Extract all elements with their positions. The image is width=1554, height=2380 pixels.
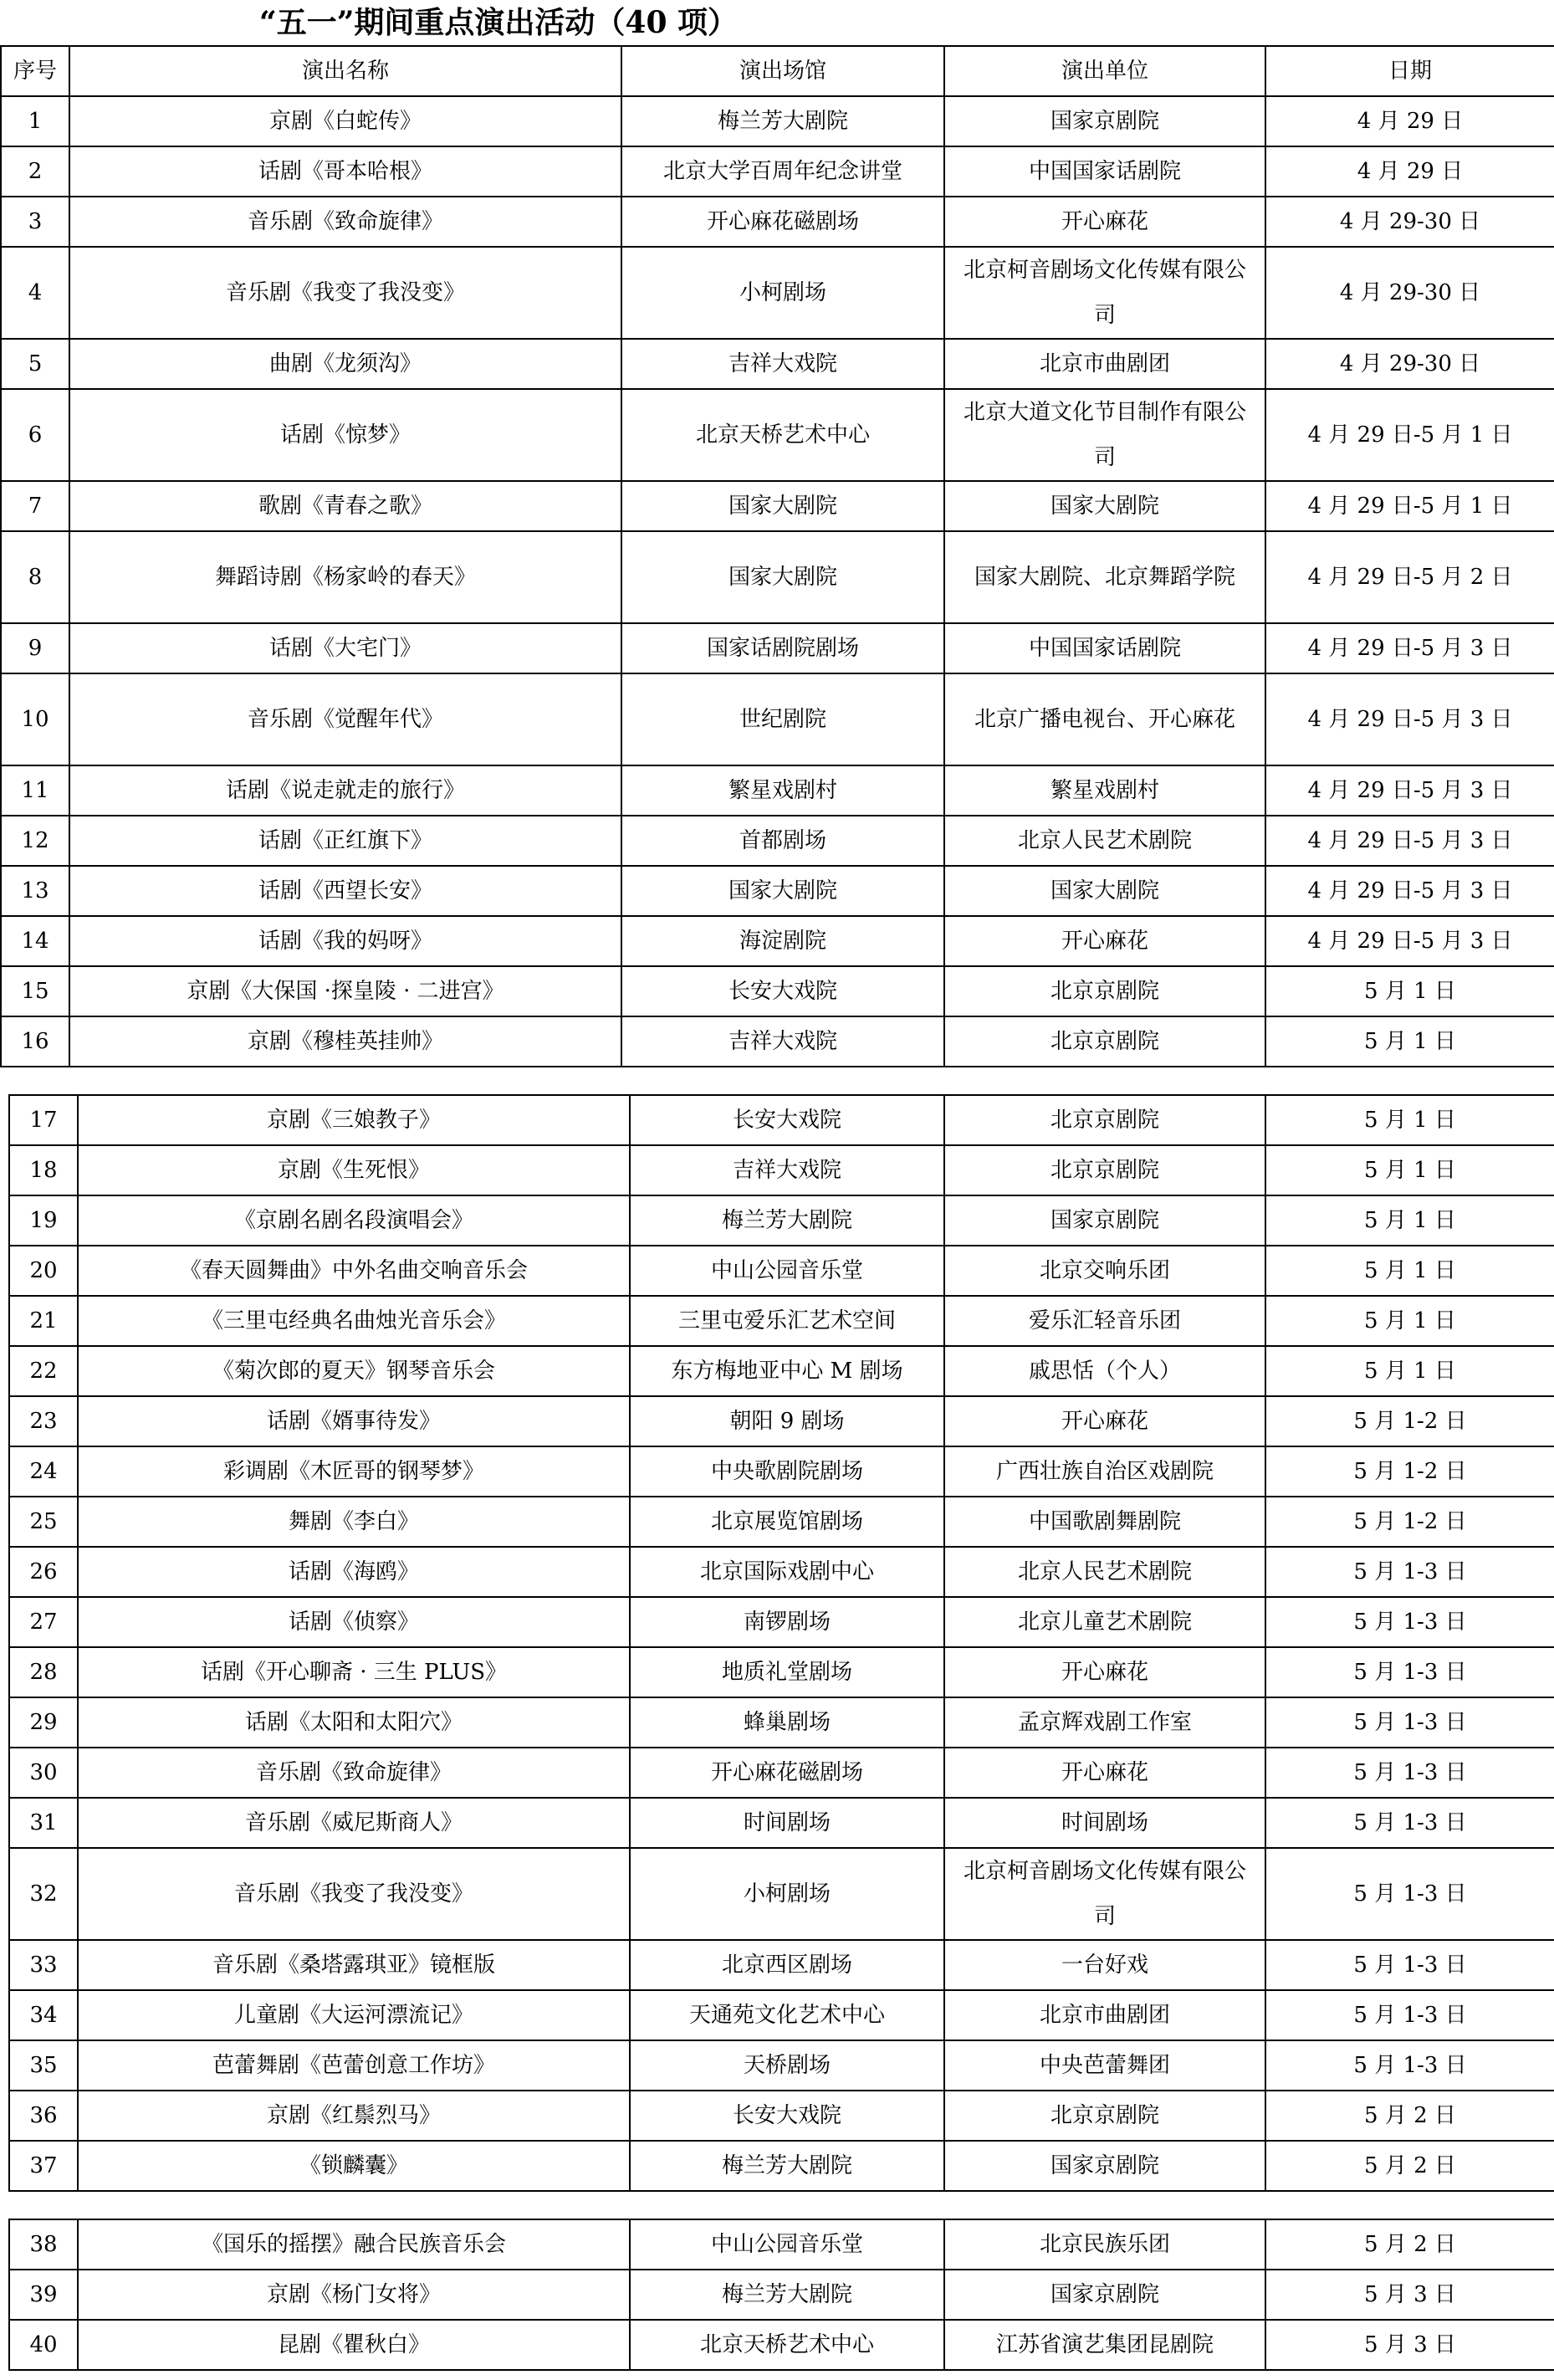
troupe-name: 北京人民艺术剧院 <box>944 816 1265 866</box>
performance-date: 4 月 29 日 <box>1265 96 1554 146</box>
venue-name: 梅兰芳大剧院 <box>630 2141 944 2191</box>
row-number: 30 <box>9 1748 78 1798</box>
troupe-name: 国家大剧院 <box>944 481 1265 531</box>
performance-date: 5 月 1-3 日 <box>1265 1848 1554 1940</box>
performance-name: 京剧《白蛇传》 <box>69 96 621 146</box>
table-row <box>1 531 1554 623</box>
performance-name: 《锁麟囊》 <box>78 2141 630 2191</box>
performance-date: 4 月 29-30 日 <box>1265 339 1554 389</box>
performance-date: 5 月 1 日 <box>1265 1095 1554 1145</box>
row-number: 32 <box>9 1848 78 1940</box>
troupe-name: 北京民族乐团 <box>944 2219 1265 2270</box>
row-number: 36 <box>9 2091 78 2141</box>
venue-name: 梅兰芳大剧院 <box>630 2270 944 2320</box>
row-number: 25 <box>9 1497 78 1547</box>
venue-name: 国家大剧院 <box>621 866 944 916</box>
troupe-name: 北京柯音剧场文化传媒有限公司 <box>944 247 1265 339</box>
venue-name: 小柯剧场 <box>621 247 944 339</box>
header-venue: 演出场馆 <box>621 46 944 96</box>
troupe-name: 开心麻花 <box>944 1396 1265 1446</box>
troupe-name: 北京大道文化节目制作有限公司 <box>944 389 1265 481</box>
performance-date: 5 月 1-3 日 <box>1265 1647 1554 1697</box>
performance-table-part-3 <box>8 2219 1554 2371</box>
performance-name: 话剧《正红旗下》 <box>69 816 621 866</box>
table-row <box>9 1990 1554 2040</box>
performance-date: 4 月 29 日-5 月 3 日 <box>1265 916 1554 966</box>
troupe-name: 北京人民艺术剧院 <box>944 1547 1265 1597</box>
troupe-name: 中央芭蕾舞团 <box>944 2040 1265 2091</box>
troupe-name: 戚思恬（个人） <box>944 1346 1265 1396</box>
performance-name: 曲剧《龙须沟》 <box>69 339 621 389</box>
row-number: 14 <box>1 916 69 966</box>
venue-name: 开心麻花磁剧场 <box>621 197 944 247</box>
troupe-name: 开心麻花 <box>944 1647 1265 1697</box>
table-row <box>9 1848 1554 1940</box>
performance-name: 话剧《侦察》 <box>78 1597 630 1647</box>
row-number: 5 <box>1 339 69 389</box>
header-no: 序号 <box>1 46 69 96</box>
performance-name: 儿童剧《大运河漂流记》 <box>78 1990 630 2040</box>
performance-name: 话剧《西望长安》 <box>69 866 621 916</box>
performance-date: 5 月 3 日 <box>1265 2320 1554 2370</box>
row-number: 37 <box>9 2141 78 2191</box>
performance-date: 5 月 1 日 <box>1265 1246 1554 1296</box>
performance-date: 4 月 29 日-5 月 3 日 <box>1265 866 1554 916</box>
table-row <box>9 1597 1554 1647</box>
table-row <box>1 146 1554 197</box>
performance-date: 4 月 29 日 <box>1265 146 1554 197</box>
venue-name: 天通苑文化艺术中心 <box>630 1990 944 2040</box>
venue-name: 梅兰芳大剧院 <box>621 96 944 146</box>
performance-date: 4 月 29-30 日 <box>1265 247 1554 339</box>
venue-name: 海淀剧院 <box>621 916 944 966</box>
performance-date: 5 月 3 日 <box>1265 2270 1554 2320</box>
table-row <box>9 1748 1554 1798</box>
performance-name: 音乐剧《我变了我没变》 <box>78 1848 630 1940</box>
table-row <box>1 1016 1554 1067</box>
row-number: 1 <box>1 96 69 146</box>
performance-name: 话剧《开心聊斋 · 三生 PLUS》 <box>78 1647 630 1697</box>
performance-date: 5 月 1-3 日 <box>1265 1990 1554 2040</box>
performance-name: 《京剧名剧名段演唱会》 <box>78 1195 630 1246</box>
row-number: 8 <box>1 531 69 623</box>
table-row <box>1 247 1554 339</box>
performance-date: 5 月 1-2 日 <box>1265 1446 1554 1497</box>
performance-date: 4 月 29 日-5 月 1 日 <box>1265 481 1554 531</box>
row-number: 27 <box>9 1597 78 1647</box>
performance-date: 4 月 29 日-5 月 2 日 <box>1265 531 1554 623</box>
performance-name: 舞蹈诗剧《杨家岭的春天》 <box>69 531 621 623</box>
troupe-name: 国家京剧院 <box>944 2141 1265 2191</box>
troupe-name: 北京儿童艺术剧院 <box>944 1597 1265 1647</box>
venue-name: 首都剧场 <box>621 816 944 866</box>
venue-name: 繁星戏剧村 <box>621 765 944 816</box>
row-number: 21 <box>9 1296 78 1346</box>
performance-name: 舞剧《李白》 <box>78 1497 630 1547</box>
performance-name: 音乐剧《我变了我没变》 <box>69 247 621 339</box>
performance-name: 《国乐的摇摆》融合民族音乐会 <box>78 2219 630 2270</box>
performance-date: 5 月 2 日 <box>1265 2141 1554 2191</box>
troupe-name: 北京京剧院 <box>944 1016 1265 1067</box>
performance-date: 5 月 1-2 日 <box>1265 1396 1554 1446</box>
performance-date: 5 月 1-3 日 <box>1265 1597 1554 1647</box>
row-number: 40 <box>9 2320 78 2370</box>
table-row <box>9 1396 1554 1446</box>
performance-date: 5 月 1 日 <box>1265 1346 1554 1396</box>
venue-name: 东方梅地亚中心 M 剧场 <box>630 1346 944 1396</box>
troupe-name: 繁星戏剧村 <box>944 765 1265 816</box>
table-row <box>1 339 1554 389</box>
venue-name: 北京西区剧场 <box>630 1940 944 1990</box>
venue-name: 吉祥大戏院 <box>630 1145 944 1195</box>
table-row <box>9 2270 1554 2320</box>
table-row <box>9 1296 1554 1346</box>
venue-name: 蜂巢剧场 <box>630 1697 944 1748</box>
table-row <box>9 2141 1554 2191</box>
performance-name: 话剧《太阳和太阳穴》 <box>78 1697 630 1748</box>
row-number: 4 <box>1 247 69 339</box>
performance-name: 话剧《哥本哈根》 <box>69 146 621 197</box>
performance-table-part-1 <box>0 45 1554 1067</box>
venue-name: 小柯剧场 <box>630 1848 944 1940</box>
row-number: 20 <box>9 1246 78 1296</box>
troupe-name: 孟京辉戏剧工作室 <box>944 1697 1265 1748</box>
performance-name: 京剧《穆桂英挂帅》 <box>69 1016 621 1067</box>
venue-name: 世纪剧院 <box>621 673 944 765</box>
performance-name: 京剧《三娘教子》 <box>78 1095 630 1145</box>
venue-name: 中山公园音乐堂 <box>630 2219 944 2270</box>
table-row <box>9 1798 1554 1848</box>
row-number: 13 <box>1 866 69 916</box>
performance-name: 话剧《我的妈呀》 <box>69 916 621 966</box>
troupe-name: 开心麻花 <box>944 916 1265 966</box>
table-row <box>1 623 1554 673</box>
row-number: 39 <box>9 2270 78 2320</box>
performance-date: 5 月 2 日 <box>1265 2219 1554 2270</box>
row-number: 2 <box>1 146 69 197</box>
venue-name: 长安大戏院 <box>630 1095 944 1145</box>
table-row <box>9 1145 1554 1195</box>
performance-date: 5 月 1 日 <box>1265 1195 1554 1246</box>
performance-name: 音乐剧《致命旋律》 <box>78 1748 630 1798</box>
table-row <box>9 1497 1554 1547</box>
troupe-name: 北京市曲剧团 <box>944 1990 1265 2040</box>
performance-name: 《春天圆舞曲》中外名曲交响音乐会 <box>78 1246 630 1296</box>
table-header-row <box>1 46 1554 96</box>
venue-name: 国家大剧院 <box>621 481 944 531</box>
performance-name: 话剧《海鸥》 <box>78 1547 630 1597</box>
row-number: 22 <box>9 1346 78 1396</box>
troupe-name: 北京京剧院 <box>944 1095 1265 1145</box>
performance-date: 4 月 29 日-5 月 3 日 <box>1265 673 1554 765</box>
venue-name: 吉祥大戏院 <box>621 339 944 389</box>
performance-date: 5 月 1 日 <box>1265 1016 1554 1067</box>
venue-name: 地质礼堂剧场 <box>630 1647 944 1697</box>
troupe-name: 中国国家话剧院 <box>944 623 1265 673</box>
row-number: 26 <box>9 1547 78 1597</box>
table-row <box>1 389 1554 481</box>
table-row <box>1 481 1554 531</box>
troupe-name: 北京京剧院 <box>944 1145 1265 1195</box>
venue-name: 北京展览馆剧场 <box>630 1497 944 1547</box>
performance-name: 音乐剧《威尼斯商人》 <box>78 1798 630 1848</box>
table-row <box>1 96 1554 146</box>
row-number: 38 <box>9 2219 78 2270</box>
performance-date: 5 月 1-2 日 <box>1265 1497 1554 1547</box>
troupe-name: 北京柯音剧场文化传媒有限公司 <box>944 1848 1265 1940</box>
venue-name: 三里屯爱乐汇艺术空间 <box>630 1296 944 1346</box>
row-number: 17 <box>9 1095 78 1145</box>
row-number: 33 <box>9 1940 78 1990</box>
table-row <box>9 1697 1554 1748</box>
table-row <box>1 966 1554 1016</box>
performance-name: 《三里屯经典名曲烛光音乐会》 <box>78 1296 630 1346</box>
performance-name: 话剧《大宅门》 <box>69 623 621 673</box>
row-number: 34 <box>9 1990 78 2040</box>
troupe-name: 广西壮族自治区戏剧院 <box>944 1446 1265 1497</box>
venue-name: 南锣剧场 <box>630 1597 944 1647</box>
troupe-name: 开心麻花 <box>944 1748 1265 1798</box>
troupe-name: 国家京剧院 <box>944 96 1265 146</box>
performance-date: 5 月 1-3 日 <box>1265 1697 1554 1748</box>
table-row <box>9 2219 1554 2270</box>
performance-date: 4 月 29 日-5 月 3 日 <box>1265 816 1554 866</box>
performance-name: 音乐剧《致命旋律》 <box>69 197 621 247</box>
table-row <box>9 1446 1554 1497</box>
venue-name: 朝阳 9 剧场 <box>630 1396 944 1446</box>
performance-name: 《菊次郎的夏天》钢琴音乐会 <box>78 1346 630 1396</box>
troupe-name: 国家京剧院 <box>944 2270 1265 2320</box>
table-row <box>9 1647 1554 1697</box>
troupe-name: 江苏省演艺集团昆剧院 <box>944 2320 1265 2370</box>
row-number: 3 <box>1 197 69 247</box>
row-number: 28 <box>9 1647 78 1697</box>
row-number: 9 <box>1 623 69 673</box>
venue-name: 北京天桥艺术中心 <box>630 2320 944 2370</box>
row-number: 7 <box>1 481 69 531</box>
row-number: 23 <box>9 1396 78 1446</box>
troupe-name: 中国歌剧舞剧院 <box>944 1497 1265 1547</box>
performance-date: 5 月 1 日 <box>1265 1296 1554 1346</box>
row-number: 19 <box>9 1195 78 1246</box>
performance-date: 5 月 1-3 日 <box>1265 1748 1554 1798</box>
performance-name: 话剧《惊梦》 <box>69 389 621 481</box>
row-number: 24 <box>9 1446 78 1497</box>
troupe-name: 国家京剧院 <box>944 1195 1265 1246</box>
troupe-name: 北京京剧院 <box>944 966 1265 1016</box>
performance-date: 4 月 29 日-5 月 3 日 <box>1265 623 1554 673</box>
venue-name: 时间剧场 <box>630 1798 944 1848</box>
row-number: 18 <box>9 1145 78 1195</box>
table-row <box>9 1547 1554 1597</box>
troupe-name: 国家大剧院 <box>944 866 1265 916</box>
performance-table-part-2 <box>8 1094 1554 2192</box>
performance-name: 昆剧《瞿秋白》 <box>78 2320 630 2370</box>
venue-name: 北京大学百周年纪念讲堂 <box>621 146 944 197</box>
performance-name: 话剧《婿事待发》 <box>78 1396 630 1446</box>
venue-name: 开心麻花磁剧场 <box>630 1748 944 1798</box>
row-number: 16 <box>1 1016 69 1067</box>
venue-name: 中山公园音乐堂 <box>630 1246 944 1296</box>
performance-name: 音乐剧《桑塔露琪亚》镜框版 <box>78 1940 630 1990</box>
performance-date: 4 月 29-30 日 <box>1265 197 1554 247</box>
venue-name: 北京天桥艺术中心 <box>621 389 944 481</box>
table-row <box>1 916 1554 966</box>
venue-name: 中央歌剧院剧场 <box>630 1446 944 1497</box>
performance-name: 京剧《红鬃烈马》 <box>78 2091 630 2141</box>
performance-name: 歌剧《青春之歌》 <box>69 481 621 531</box>
performance-name: 话剧《说走就走的旅行》 <box>69 765 621 816</box>
performance-name: 芭蕾舞剧《芭蕾创意工作坊》 <box>78 2040 630 2091</box>
row-number: 6 <box>1 389 69 481</box>
table-row <box>1 816 1554 866</box>
performance-date: 5 月 1 日 <box>1265 966 1554 1016</box>
table-row <box>9 1940 1554 1990</box>
row-number: 35 <box>9 2040 78 2091</box>
troupe-name: 国家大剧院、北京舞蹈学院 <box>944 531 1265 623</box>
troupe-name: 时间剧场 <box>944 1798 1265 1848</box>
performance-name: 京剧《杨门女将》 <box>78 2270 630 2320</box>
table-row <box>9 2040 1554 2091</box>
table-row <box>1 197 1554 247</box>
table-row <box>9 1095 1554 1145</box>
performance-date: 5 月 2 日 <box>1265 2091 1554 2141</box>
row-number: 12 <box>1 816 69 866</box>
venue-name: 长安大戏院 <box>621 966 944 1016</box>
performance-name: 京剧《大保国 ·探皇陵 · 二进宫》 <box>69 966 621 1016</box>
venue-name: 国家话剧院剧场 <box>621 623 944 673</box>
page-title: “五一”期间重点演出活动（40 项） <box>259 5 739 40</box>
venue-name: 梅兰芳大剧院 <box>630 1195 944 1246</box>
troupe-name: 开心麻花 <box>944 197 1265 247</box>
header-name: 演出名称 <box>69 46 621 96</box>
performance-date: 5 月 1 日 <box>1265 1145 1554 1195</box>
troupe-name: 北京京剧院 <box>944 2091 1265 2141</box>
venue-name: 长安大戏院 <box>630 2091 944 2141</box>
row-number: 31 <box>9 1798 78 1848</box>
table-row <box>1 866 1554 916</box>
header-troupe: 演出单位 <box>944 46 1265 96</box>
performance-name: 京剧《生死恨》 <box>78 1145 630 1195</box>
troupe-name: 一台好戏 <box>944 1940 1265 1990</box>
performance-date: 5 月 1-3 日 <box>1265 1798 1554 1848</box>
troupe-name: 北京交响乐团 <box>944 1246 1265 1296</box>
table-row <box>9 1246 1554 1296</box>
troupe-name: 北京广播电视台、开心麻花 <box>944 673 1265 765</box>
table-row <box>1 673 1554 765</box>
header-date: 日期 <box>1265 46 1554 96</box>
table-row <box>9 2320 1554 2370</box>
venue-name: 北京国际戏剧中心 <box>630 1547 944 1597</box>
row-number: 15 <box>1 966 69 1016</box>
row-number: 11 <box>1 765 69 816</box>
performance-date: 5 月 1-3 日 <box>1265 1547 1554 1597</box>
troupe-name: 中国国家话剧院 <box>944 146 1265 197</box>
performance-date: 5 月 1-3 日 <box>1265 2040 1554 2091</box>
row-number: 29 <box>9 1697 78 1748</box>
table-row <box>9 1346 1554 1396</box>
venue-name: 吉祥大戏院 <box>621 1016 944 1067</box>
performance-date: 5 月 1-3 日 <box>1265 1940 1554 1990</box>
troupe-name: 北京市曲剧团 <box>944 339 1265 389</box>
table-row <box>1 765 1554 816</box>
venue-name: 天桥剧场 <box>630 2040 944 2091</box>
table-row <box>9 2091 1554 2141</box>
venue-name: 国家大剧院 <box>621 531 944 623</box>
row-number: 10 <box>1 673 69 765</box>
performance-name: 彩调剧《木匠哥的钢琴梦》 <box>78 1446 630 1497</box>
performance-name: 音乐剧《觉醒年代》 <box>69 673 621 765</box>
performance-date: 4 月 29 日-5 月 1 日 <box>1265 389 1554 481</box>
performance-date: 4 月 29 日-5 月 3 日 <box>1265 765 1554 816</box>
troupe-name: 爱乐汇轻音乐团 <box>944 1296 1265 1346</box>
table-row <box>9 1195 1554 1246</box>
